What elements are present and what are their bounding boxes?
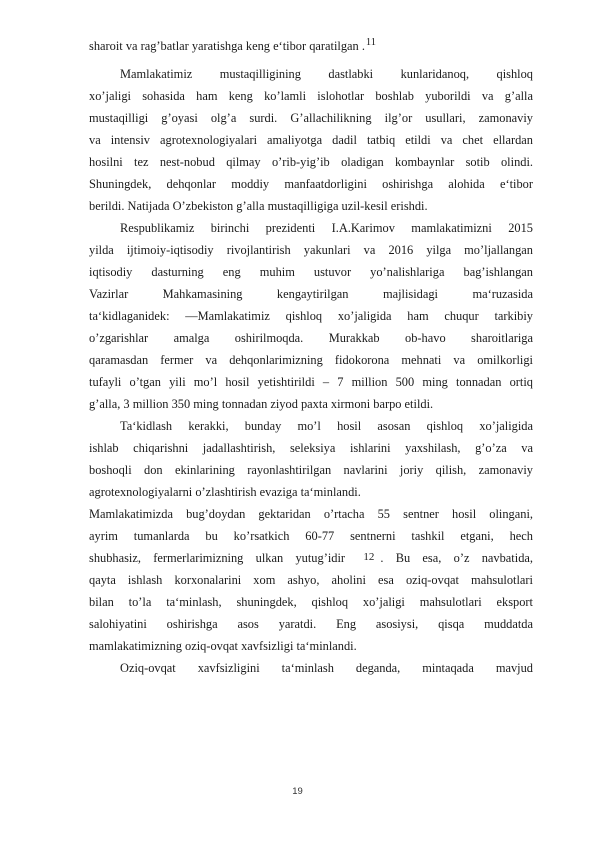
text-line-8: Respublikamiz birinchi prezidenti I.A.Karimov mamlakatimizni 2015 [120, 221, 533, 235]
text-line-19: boshoqli don ekinlarining rayonlashtirilgan navlarini joriy qilish, zamonaviy [89, 463, 533, 477]
text-line-2: xo’jaligi sohasida ham keng ko’lamli islohotlar boshlab yuborildi va g’alla [89, 89, 533, 103]
text-line-0 [89, 38, 533, 56]
text-line-15: tufayli o’tgan yili mo’l hosil yetishtirildi – 7 million 500 ming tonnadan ortiq [89, 375, 533, 389]
text-line-9: yilda ijtimoiy-iqtisodiy rivojlantirish yakunlari va 2016 yilga mo’ljallangan [89, 243, 533, 257]
text-line-4: va intensiv agrotexnologiyalari amaliyotga dadil tatbiq etildi va chet ellardan [89, 133, 533, 147]
text-line-7: berildi. Natijada O’zbekiston g’alla mustaqilligiga uzil-kesil erishdi. [89, 199, 428, 213]
footnote-ref-11: 11 [365, 37, 377, 48]
text-line-14: qaramasdan fermer va dehqonlarimizning fidokorona mehnati va omilkorligi [89, 353, 533, 367]
text-line-1: Mamlakatimiz mustaqilligining dastlabki kunlaridanoq, qishloq [120, 67, 533, 81]
text-line-16: g’alla, 3 million 350 ming tonnadan ziyod paxta xirmoni barpo etildi. [89, 397, 434, 411]
text-line-21: Mamlakatimizda bug’doydan gektaridan o’rtacha 55 sentner hosil olingani, [89, 507, 533, 521]
text-line-28: Oziq-ovqat xavfsizligini ta‘minlash deganda, mintaqada mavjud [120, 661, 533, 675]
text-line-17: Ta‘kidlash kerakki, bunday mo’l hosil asosan qishloq xo’jaligida [120, 419, 533, 433]
text-line-6: Shuningdek, dehqonlar moddiy manfaatdorligini oshirishga alohida e‘tibor [89, 177, 533, 191]
text-line-26: salohiyatini oshirishga asos yaratdi. Eng asosiysi, qisqa muddatda [89, 617, 533, 631]
text-line-18: ishlab chiqarishni jadallashtirish, seleksiya ishlarini yaxshilash, g’o’za va [89, 441, 533, 455]
footnote-ref-12: 12 [363, 551, 375, 563]
text-line-12: ta‘kidlaganidek: ―Mamlakatimiz qishloq xo’jaligida ham chuqur tarkibiy [89, 309, 533, 323]
text-line-5: hosilni tez nest-nobud qilmay o’rib-yig’ib oladigan kombaynlar sotib olindi. [89, 155, 533, 169]
text-line-3: mustaqilligi g’oyasi olg’a surdi. G’allachilikning ilg’or usullari, zamonaviy [89, 111, 533, 125]
line-text-post: . Bu esa, o’z navbatida, [380, 551, 533, 565]
text-line-22: ayrim tumanlarda bu ko’rsatkich 60-77 sentnerni tashkil etgani, hech [89, 529, 533, 543]
text-line-20: agrotexnologiyalarni o’zlashtirish evaziga ta‘minlandi. [89, 485, 361, 499]
text-line-23 [89, 550, 533, 567]
text-line-10: iqtisodiy dasturning eng muhim ustuvor yo’nalishlariga bag’ishlangan [89, 265, 533, 279]
text-line-11: Vazirlar Mahkamasining kengaytirilgan majlisidagi ma‘ruzasida [89, 287, 533, 301]
text-line-25: bilan to’la ta‘minlash, shuningdek, qishloq xo’jaligi mahsulotlari eksport [89, 595, 533, 609]
page-number: 19 [292, 786, 303, 797]
text-line-13: o’zgarishlar amalga oshirilmoqda. Murakkab ob-havo sharoitlariga [89, 331, 533, 345]
line-text-pre: shubhasiz, fermerlarimizning ulkan yutug’idir [89, 551, 346, 565]
line-text: sharoit va rag’batlar yaratishga keng e‘tibor qaratilgan . [89, 39, 365, 53]
text-line-24: qayta ishlash korxonalarini xom ashyo, aholini esa oziq-ovqat mahsulotlari [89, 573, 533, 587]
text-line-27: mamlakatimizning oziq-ovqat xavfsizligi ta‘minlandi. [89, 639, 357, 653]
